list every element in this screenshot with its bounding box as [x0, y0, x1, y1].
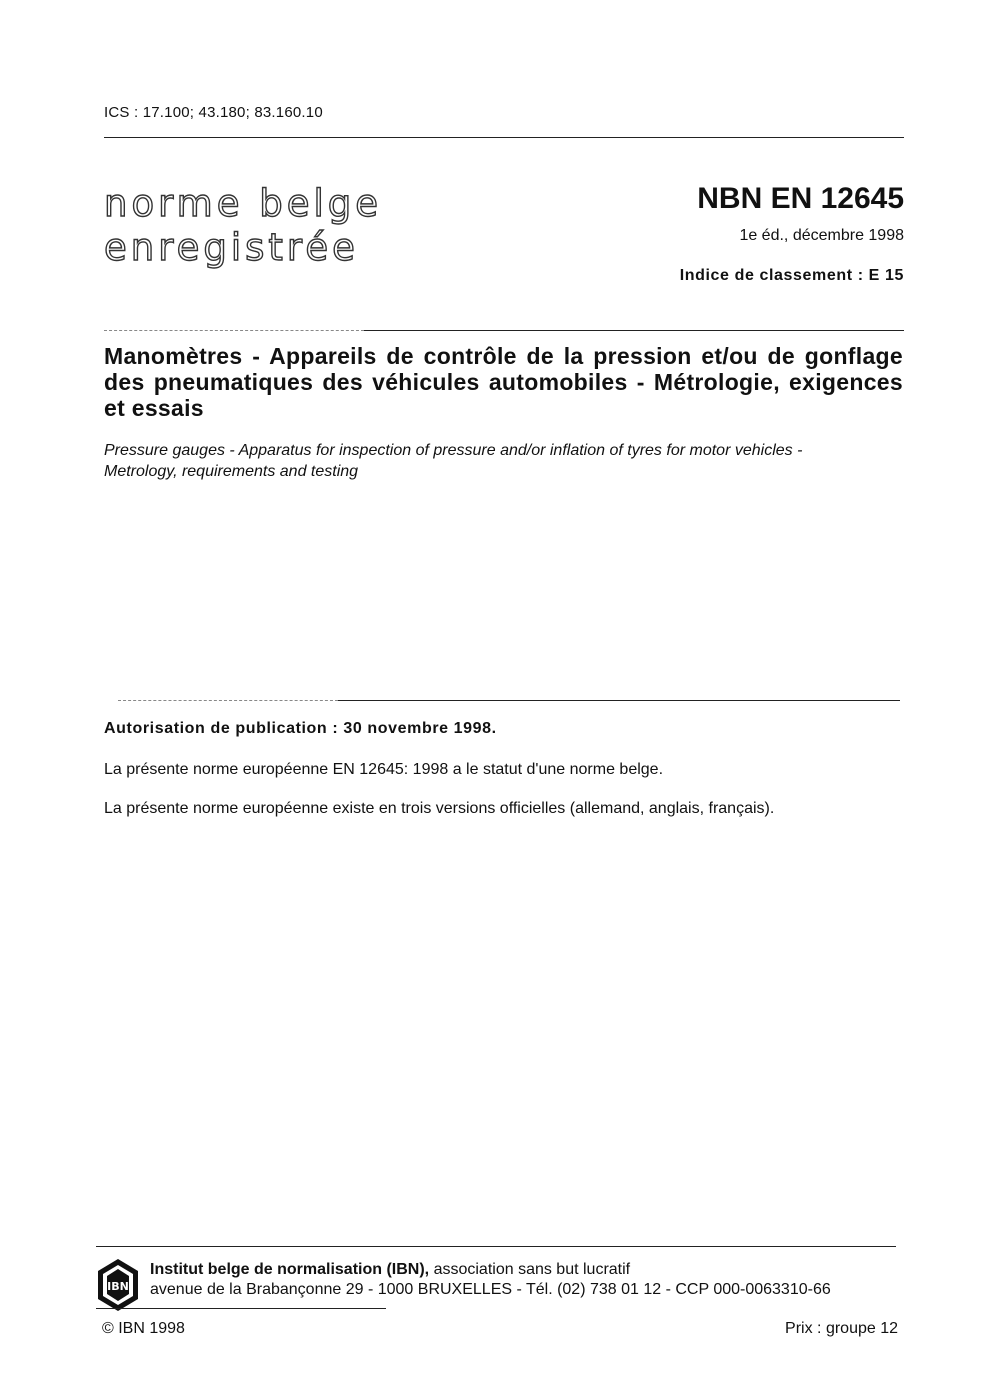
- french-title: Manomètres - Appareils de contrôle de la pression et/ou de gonflage des pneumatiques des véhicules automobiles - Métrologie, exigences et essais: [104, 343, 903, 421]
- standard-number: NBN EN 12645: [697, 182, 904, 215]
- ibn-logo-icon: [96, 1257, 140, 1313]
- ics-codes: ICS : 17.100; 43.180; 83.160.10: [104, 104, 323, 121]
- institute-name: Institut belge de normalisation (IBN),: [150, 1261, 430, 1278]
- body-divider-dotted: [118, 700, 338, 701]
- english-title: [104, 440, 903, 482]
- edition-date: 1e éd., décembre 1998: [739, 227, 904, 244]
- ibn-logo-text: IBN: [107, 1280, 129, 1293]
- ibn-logo: [96, 1257, 140, 1313]
- header-rule: [104, 137, 904, 138]
- footer-bottom-rule: [96, 1308, 386, 1309]
- institute-address: avenue de la Brabançonne 29 - 1000 BRUXELLES - Tél. (02) 738 01 12 - CCP 000-0063310-66: [150, 1281, 831, 1298]
- copyright-notice: © IBN 1998: [102, 1320, 185, 1337]
- enregistree-title: enregistrée: [104, 226, 359, 269]
- institute-line: [150, 1261, 630, 1279]
- status-paragraph: La présente norme européenne EN 12645: 1998 a le statut d'une norme belge.: [104, 761, 664, 778]
- footer-top-rule: [96, 1246, 896, 1247]
- english-title-line1: Pressure gauges - Apparatus for inspection of pressure and/or inflation of tyres for motor vehicles -: [104, 442, 803, 459]
- norme-belge-title: norme belge: [104, 182, 382, 225]
- body-divider: [338, 700, 900, 701]
- classification-index: Indice de classement : E 15: [679, 267, 904, 284]
- english-title-line2: Metrology, requirements and testing: [104, 463, 359, 480]
- publication-authorisation: Autorisation de publication : 30 novembre 1998.: [104, 720, 497, 737]
- price-group: Prix : groupe 12: [785, 1320, 898, 1337]
- versions-paragraph: La présente norme européenne existe en trois versions officielles (allemand, anglais, français).: [104, 800, 775, 817]
- title-divider-dotted: [104, 330, 364, 331]
- institute-description: association sans but lucratif: [429, 1261, 631, 1278]
- title-divider: [364, 330, 904, 331]
